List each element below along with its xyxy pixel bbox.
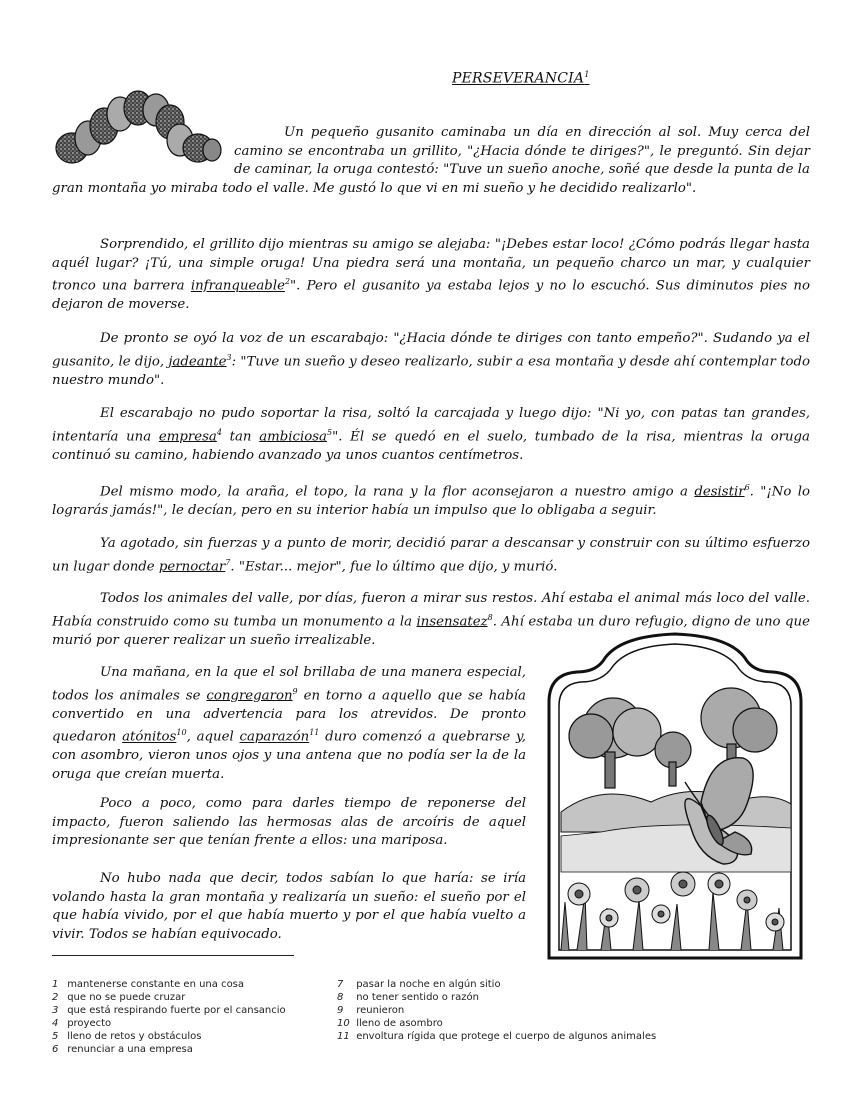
footnote-3: 3 que está respirando fuerte por el cansancio bbox=[52, 1005, 286, 1016]
page-title: PERSEVERANCIA$^1$ bbox=[452, 70, 590, 87]
footnote-2: 2 que no se puede cruzar bbox=[52, 992, 186, 1003]
footnote-1: 1 mantenerse constante en una cosa bbox=[52, 979, 245, 990]
word-infranqueable: infranqueable bbox=[190, 278, 285, 294]
word-jadeante: jadeante bbox=[168, 354, 227, 370]
footnote-5: 5 lleno de retos y obstáculos bbox=[52, 1031, 202, 1042]
paragraph-3: De pronto se oyó la voz de un escarabajo: "¿Hacia dónde te diriges con tanto empeño?". Sudando ya el gusanito, le dijo, jadeante$^3$: "Tuve un sueño y deseo realizarlo, subir a esa montaña y desde ahí contemplar todo nuestro mundo". bbox=[52, 331, 810, 388]
footnote-9: 9 reunieron bbox=[337, 1005, 405, 1016]
footnote-divider bbox=[52, 955, 294, 956]
paragraph-2: Sorprendido, el grillito dijo mientras su amigo se alejaba: "¡Debes estar loco! ¿Cómo podrás llegar hasta aquél lugar? ¡Tú, una simple oruga! Una piedra será una montaña, un pequeño charco un mar, y cualquier tronco una barrera infranqueable$^2$". Pero el gusanito ya estaba lejos y no lo escuchó. Sus diminutos pies no dejaron de moverse. bbox=[52, 237, 810, 313]
paragraph-1: Un pequeño gusanito caminaba un día en dirección al sol. Muy cerca del camino se encontraba un grillito, "¿Hacia dónde te diriges?", le preguntó. Sin dejar de caminar, la oruga contestó: "Tuve un sueño anoche, soñé que desde la punta de la gran montaña yo miraba todo el valle. Me gustó lo que vi en mi sueño y he decidido realizarlo". bbox=[52, 125, 810, 196]
word-congregaron: congregaron bbox=[206, 688, 293, 704]
paragraph-7: Todos los animales del valle, por días, fueron a mirar sus restos. Ahí estaba el animal más loco del valle. Había construido como su tumba un monumento a la insensatez$^8$. Ahí estaba un duro refugio, digno de uno que murió por querer realizar un sueño irrealizable. bbox=[52, 591, 810, 648]
word-ambiciosa: ambiciosa bbox=[259, 429, 327, 445]
word-insensatez: insensatez bbox=[416, 614, 488, 630]
paragraph-5: Del mismo modo, la araña, el topo, la rana y la flor aconsejaron a nuestro amigo a desistir$^6$. "¡No lo lograrás jamás!", le decían, pero en su interior había un impulso que lo obligaba a seguir. bbox=[52, 483, 810, 519]
footnote-7: 7 pasar la noche en algún sitio bbox=[337, 979, 501, 990]
word-atonitos: atónitos bbox=[122, 729, 177, 745]
butterfly-garden-illustration bbox=[541, 632, 809, 960]
footnote-6: 6 renunciar a una empresa bbox=[52, 1044, 193, 1055]
paragraph-8: Una mañana, en la que el sol brillaba de una manera especial, todos los animales se congregaron$^9$ en torno a aquello que se había convertido en una advertencia para los atrevidos. De pronto quedaron atónitos$^{10}$, aquel caparazón$^{11}$ duro comenzó a quebrarse y, con asombro, vieron unos ojos y una antena que no podía ser la de la oruga que creían muerta. bbox=[52, 665, 526, 782]
footnotes-right bbox=[337, 978, 656, 1043]
paragraph-4: El escarabajo no pudo soportar la risa, soltó la carcajada y luego dijo: "Ni yo, con patas tan grandes, intentaría una empresa$^4$ tan ambiciosa$^5$". Él se quedó en el suelo, tumbado de la risa, mientras la oruga continuó su camino, habiendo avanzado ya unos cuantos centímetros. bbox=[52, 406, 810, 463]
footnote-11: 11 envoltura rígida que protege el cuerpo de algunos animales bbox=[337, 1031, 657, 1042]
word-empresa: empresa bbox=[158, 429, 217, 445]
footnote-8: 8 no tener sentido o razón bbox=[337, 992, 479, 1003]
paragraph-10: No hubo nada que decir, todos sabían lo que haría: se iría volando hasta la gran montaña y realizaría un sueño: el sueño por el que había vivido, por el que había muerto y por el que había vuelto a vivir. Todos se habían equivocado. bbox=[52, 871, 526, 942]
word-pernoctar: pernoctar bbox=[158, 559, 226, 575]
footnote-10: 10 lleno de asombro bbox=[337, 1018, 443, 1029]
footnote-4: 4 proyecto bbox=[52, 1018, 112, 1029]
word-desistir: desistir bbox=[694, 484, 745, 500]
footnotes-left bbox=[52, 978, 286, 1056]
paragraph-6: Ya agotado, sin fuerzas y a punto de morir, decidió parar a descansar y construir con su último esfuerzo un lugar donde pernoctar$^7$. "Estar... mejor", fue lo último que dijo, y murió. bbox=[52, 536, 810, 575]
word-caparazon: caparazón bbox=[239, 729, 310, 745]
paragraph-9: Poco a poco, como para darles tiempo de reponerse del impacto, fueron saliendo las hermosas alas de arcoíris de aquel impresionante ser que tenían frente a ellos: una mariposa. bbox=[52, 796, 526, 849]
